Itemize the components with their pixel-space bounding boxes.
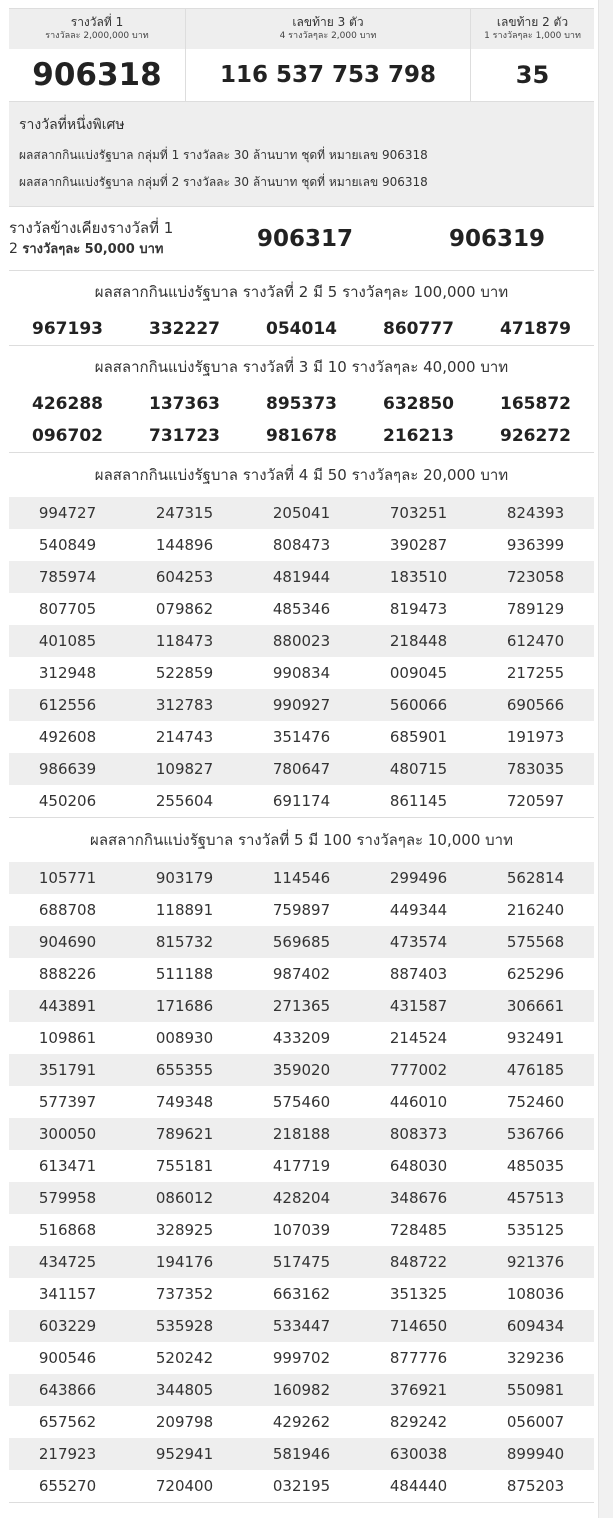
near-prize-amount: 50,000 บาท: [84, 241, 164, 257]
table-row: [9, 721, 594, 753]
lottery-number: 351791: [38, 1061, 97, 1079]
near-prize-label: [9, 218, 209, 260]
lottery-number: 783035: [506, 760, 565, 778]
lottery-number: 815732: [155, 933, 214, 951]
lottery-number: 986639: [38, 760, 97, 778]
lottery-number: 032195: [272, 1477, 331, 1495]
lottery-number: 581946: [272, 1445, 331, 1463]
lottery-number: 271365: [272, 997, 331, 1015]
lottery-number: 485035: [506, 1157, 565, 1175]
lottery-number: 720400: [155, 1477, 214, 1495]
lottery-number: 643866: [38, 1381, 97, 1399]
lottery-number: 785974: [38, 568, 97, 586]
lottery-number: 009045: [389, 664, 448, 682]
lottery-number: 522859: [155, 664, 214, 682]
lottery-number: 690566: [506, 696, 565, 714]
last-two-number: 35: [515, 61, 550, 89]
lottery-number: 999702: [272, 1349, 331, 1367]
lottery-number: 577397: [38, 1093, 97, 1111]
lottery-number: 603229: [38, 1317, 97, 1335]
first-prize-column: [9, 9, 186, 101]
table-row: [9, 958, 594, 990]
table-row: [9, 1054, 594, 1086]
table-row: [9, 1214, 594, 1246]
lottery-number: 218448: [389, 632, 448, 650]
lottery-number: 981678: [266, 426, 337, 446]
lottery-number: 921376: [506, 1253, 565, 1271]
lottery-number: 485346: [272, 600, 331, 618]
lottery-number: 457513: [506, 1189, 565, 1207]
lottery-number: 714650: [389, 1317, 448, 1335]
lottery-number: 880023: [272, 632, 331, 650]
lottery-number: 860777: [383, 319, 454, 339]
lottery-number: 517475: [272, 1253, 331, 1271]
lottery-number: 217923: [38, 1445, 97, 1463]
lottery-number: 819473: [389, 600, 448, 618]
lottery-number: 936399: [506, 536, 565, 554]
lottery-number: 329236: [506, 1349, 565, 1367]
lottery-number: 054014: [266, 319, 337, 339]
lottery-number: 160982: [272, 1381, 331, 1399]
table-row: [9, 1118, 594, 1150]
lottery-number: 575460: [272, 1093, 331, 1111]
lottery-number: 443891: [38, 997, 97, 1015]
lottery-number: 520242: [155, 1349, 214, 1367]
near-prize-title: รางวัลข้างเคียงรางวัลที่ 1: [9, 218, 174, 237]
lottery-number: 209798: [155, 1413, 214, 1431]
prize4-section: [9, 453, 594, 818]
lottery-number: 312783: [155, 696, 214, 714]
table-row: [9, 1406, 594, 1438]
lottery-number: 691174: [272, 792, 331, 810]
lottery-number: 575568: [506, 933, 565, 951]
lottery-number: 655270: [38, 1477, 97, 1495]
lottery-number: 609434: [506, 1317, 565, 1335]
lottery-number: 987402: [272, 965, 331, 983]
lottery-number: 401085: [38, 632, 97, 650]
table-row: [9, 1438, 594, 1470]
table-row: [9, 1086, 594, 1118]
lottery-number: 433209: [272, 1029, 331, 1047]
table-row: [9, 388, 594, 420]
lottery-number: 630038: [389, 1445, 448, 1463]
lottery-number: 429262: [272, 1413, 331, 1431]
near-prize-each: รางวัลๆละ: [22, 241, 81, 257]
prize4-title: ผลสลากกินแบ่งรัฐบาล รางวัลที่ 4 มี 50 รางวัลๆละ 20,000 บาท: [94, 466, 509, 484]
lottery-number: 648030: [389, 1157, 448, 1175]
near-prize-number: 906319: [448, 225, 546, 252]
lottery-number: 550981: [506, 1381, 565, 1399]
lottery-number: 759897: [272, 901, 331, 919]
lottery-number: 492608: [38, 728, 97, 746]
lottery-number: 789129: [506, 600, 565, 618]
lottery-number: 536766: [506, 1125, 565, 1143]
table-row: [9, 926, 594, 958]
lottery-number: 535928: [155, 1317, 214, 1335]
lottery-number: 824393: [506, 504, 565, 522]
lottery-number: 344805: [155, 1381, 214, 1399]
lottery-number: 376921: [389, 1381, 448, 1399]
lottery-number: 560066: [389, 696, 448, 714]
prize3-section: [9, 346, 594, 453]
table-row: [9, 561, 594, 593]
lottery-number: 306661: [506, 997, 565, 1015]
lottery-number: 351476: [272, 728, 331, 746]
lottery-number: 808473: [272, 536, 331, 554]
special-prize-line-2: ผลสลากกินแบ่งรัฐบาล กลุ่มที่ 2 รางวัลละ 30 ล้านบาท ชุดที่ หมายเลข 906318: [19, 175, 428, 189]
lottery-number: 562814: [506, 869, 565, 887]
lottery-number: 431587: [389, 997, 448, 1015]
lottery-number: 108036: [506, 1285, 565, 1303]
table-row: [9, 657, 594, 689]
lottery-number: 341157: [38, 1285, 97, 1303]
last-two-column: [471, 9, 594, 101]
lottery-number: 990927: [272, 696, 331, 714]
lottery-number: 613471: [38, 1157, 97, 1175]
lottery-number: 118473: [155, 632, 214, 650]
first-prize-amount: รางวัลละ 2,000,000 บาท: [45, 31, 149, 41]
lottery-number: 300050: [38, 1125, 97, 1143]
lottery-number: 848722: [389, 1253, 448, 1271]
lottery-number: 723058: [506, 568, 565, 586]
lottery-number: 390287: [389, 536, 448, 554]
prize5-title: ผลสลากกินแบ่งรัฐบาล รางวัลที่ 5 มี 100 รางวัลๆละ 10,000 บาท: [90, 831, 513, 849]
lottery-number: 899940: [506, 1445, 565, 1463]
near-prize-subtitle: [9, 239, 209, 260]
lottery-number: 191973: [506, 728, 565, 746]
lottery-number: 348676: [389, 1189, 448, 1207]
lottery-number: 216213: [383, 426, 454, 446]
lottery-number: 731723: [149, 426, 220, 446]
prize3-title: ผลสลากกินแบ่งรัฐบาล รางวัลที่ 3 มี 10 รางวัลๆละ 40,000 บาท: [94, 358, 509, 376]
prize3-numbers: [9, 388, 594, 452]
lottery-number: 877776: [389, 1349, 448, 1367]
table-row: [9, 990, 594, 1022]
lottery-number: 807705: [38, 600, 97, 618]
lottery-number: 118891: [155, 901, 214, 919]
lottery-number: 086012: [155, 1189, 214, 1207]
prize2-numbers: [9, 313, 594, 345]
lottery-number: 990834: [272, 664, 331, 682]
table-row: [9, 593, 594, 625]
lottery-number: 428204: [272, 1189, 331, 1207]
lottery-number: 688708: [38, 901, 97, 919]
lottery-number: 952941: [155, 1445, 214, 1463]
lottery-number: 471879: [500, 319, 571, 339]
lottery-number: 481944: [272, 568, 331, 586]
lottery-number: 861145: [389, 792, 448, 810]
table-row: [9, 862, 594, 894]
table-row: [9, 313, 594, 345]
lottery-number: 480715: [389, 760, 448, 778]
lottery-number: 967193: [32, 319, 103, 339]
lottery-number: 516868: [38, 1221, 97, 1239]
lottery-number: 755181: [155, 1157, 214, 1175]
lottery-number: 728485: [389, 1221, 448, 1239]
lottery-number: 107039: [272, 1221, 331, 1239]
lottery-number: 312948: [38, 664, 97, 682]
lottery-number: 255604: [155, 792, 214, 810]
lottery-number: 299496: [389, 869, 448, 887]
lottery-number: 144896: [155, 536, 214, 554]
main-prize-table: [9, 8, 594, 102]
lottery-number: 426288: [32, 394, 103, 414]
lottery-number: 749348: [155, 1093, 214, 1111]
table-row: [9, 420, 594, 452]
lottery-number: 888226: [38, 965, 97, 983]
lottery-number: 351325: [389, 1285, 448, 1303]
lottery-number: 808373: [389, 1125, 448, 1143]
lottery-number: 926272: [500, 426, 571, 446]
last-three-column: [186, 9, 471, 101]
lottery-number: 655355: [155, 1061, 214, 1079]
last-three-title: เลขท้าย 3 ตัว: [292, 15, 364, 29]
table-row: [9, 1246, 594, 1278]
last-three-header: [186, 9, 470, 49]
lottery-number: 484440: [389, 1477, 448, 1495]
lottery-number: 171686: [155, 997, 214, 1015]
lottery-number: 663162: [272, 1285, 331, 1303]
lottery-results: [9, 8, 594, 1503]
last-two-header: [471, 9, 594, 49]
lottery-number: 540849: [38, 536, 97, 554]
near-prize-number: 906317: [256, 225, 354, 252]
table-row: [9, 1470, 594, 1502]
prize2-title: ผลสลากกินแบ่งรัฐบาล รางวัลที่ 2 มี 5 รางวัลๆละ 100,000 บาท: [94, 283, 509, 301]
lottery-number: 604253: [155, 568, 214, 586]
lottery-number: 214524: [389, 1029, 448, 1047]
lottery-number: 612556: [38, 696, 97, 714]
near-prize-count: 2: [9, 240, 18, 257]
lottery-number: 114546: [272, 869, 331, 887]
lottery-number: 109827: [155, 760, 214, 778]
last-two-title: เลขท้าย 2 ตัว: [496, 15, 569, 29]
lottery-number: 625296: [506, 965, 565, 983]
prize5-section: [9, 818, 594, 1503]
near-first-prize: [9, 207, 594, 271]
table-row: [9, 689, 594, 721]
table-row: [9, 625, 594, 657]
lottery-number: 900546: [38, 1349, 97, 1367]
lottery-number: 720597: [506, 792, 565, 810]
table-row: [9, 1182, 594, 1214]
lottery-number: 096702: [32, 426, 103, 446]
lottery-number: 895373: [266, 394, 337, 414]
last-three-amount: 4 รางวัลๆละ 2,000 บาท: [279, 31, 377, 41]
lottery-number: 875203: [506, 1477, 565, 1495]
lottery-number: 752460: [506, 1093, 565, 1111]
lottery-number: 434725: [38, 1253, 97, 1271]
lottery-number: 476185: [506, 1061, 565, 1079]
lottery-number: 703251: [389, 504, 448, 522]
first-prize-title: รางวัลที่ 1: [70, 15, 124, 29]
lottery-number: 535125: [506, 1221, 565, 1239]
first-prize-header: [9, 9, 185, 49]
lottery-number: 473574: [389, 933, 448, 951]
special-first-prize-box: [9, 102, 594, 207]
table-row: [9, 1342, 594, 1374]
table-row: [9, 1310, 594, 1342]
lottery-number: 332227: [149, 319, 220, 339]
lottery-number: 137363: [149, 394, 220, 414]
lottery-number: 105771: [38, 869, 97, 887]
lottery-number: 569685: [272, 933, 331, 951]
lottery-number: 579958: [38, 1189, 97, 1207]
lottery-number: 511188: [155, 965, 214, 983]
last-three-numbers: 116 537 753 798: [219, 62, 437, 88]
lottery-number: 359020: [272, 1061, 331, 1079]
lottery-number: 903179: [155, 869, 214, 887]
lottery-number: 328925: [155, 1221, 214, 1239]
lottery-number: 218188: [272, 1125, 331, 1143]
prize2-section: [9, 271, 594, 346]
lottery-number: 789621: [155, 1125, 214, 1143]
prize4-numbers: [9, 497, 594, 817]
last-two-amount: 1 รางวัลๆละ 1,000 บาท: [484, 31, 581, 41]
lottery-number: 183510: [389, 568, 448, 586]
vertical-scrollbar[interactable]: [598, 0, 613, 1518]
table-row: [9, 753, 594, 785]
lottery-number: 194176: [155, 1253, 214, 1271]
lottery-number: 446010: [389, 1093, 448, 1111]
lottery-number: 777002: [389, 1061, 448, 1079]
lottery-number: 932491: [506, 1029, 565, 1047]
lottery-number: 214743: [155, 728, 214, 746]
lottery-number: 056007: [506, 1413, 565, 1431]
table-row: [9, 785, 594, 817]
lottery-number: 887403: [389, 965, 448, 983]
lottery-number: 205041: [272, 504, 331, 522]
table-row: [9, 1022, 594, 1054]
lottery-number: 109861: [38, 1029, 97, 1047]
lottery-number: 737352: [155, 1285, 214, 1303]
lottery-number: 829242: [389, 1413, 448, 1431]
first-prize-number: 906318: [32, 57, 162, 93]
table-row: [9, 894, 594, 926]
lottery-number: 657562: [38, 1413, 97, 1431]
lottery-number: 780647: [272, 760, 331, 778]
lottery-number: 247315: [155, 504, 214, 522]
special-prize-line-1: ผลสลากกินแบ่งรัฐบาล กลุ่มที่ 1 รางวัลละ 30 ล้านบาท ชุดที่ หมายเลข 906318: [19, 148, 428, 162]
lottery-number: 079862: [155, 600, 214, 618]
lottery-number: 008930: [155, 1029, 214, 1047]
lottery-number: 217255: [506, 664, 565, 682]
lottery-number: 632850: [383, 394, 454, 414]
lottery-number: 612470: [506, 632, 565, 650]
lottery-number: 417719: [272, 1157, 331, 1175]
lottery-number: 449344: [389, 901, 448, 919]
lottery-number: 685901: [389, 728, 448, 746]
table-row: [9, 497, 594, 529]
table-row: [9, 1278, 594, 1310]
table-row: [9, 1374, 594, 1406]
lottery-number: 165872: [500, 394, 571, 414]
lottery-number: 904690: [38, 933, 97, 951]
lottery-number: 450206: [38, 792, 97, 810]
table-row: [9, 529, 594, 561]
lottery-number: 216240: [506, 901, 565, 919]
lottery-number: 994727: [38, 504, 97, 522]
prize5-numbers: [9, 862, 594, 1502]
special-prize-title: รางวัลที่หนึ่งพิเศษ: [19, 117, 125, 133]
lottery-number: 533447: [272, 1317, 331, 1335]
table-row: [9, 1150, 594, 1182]
